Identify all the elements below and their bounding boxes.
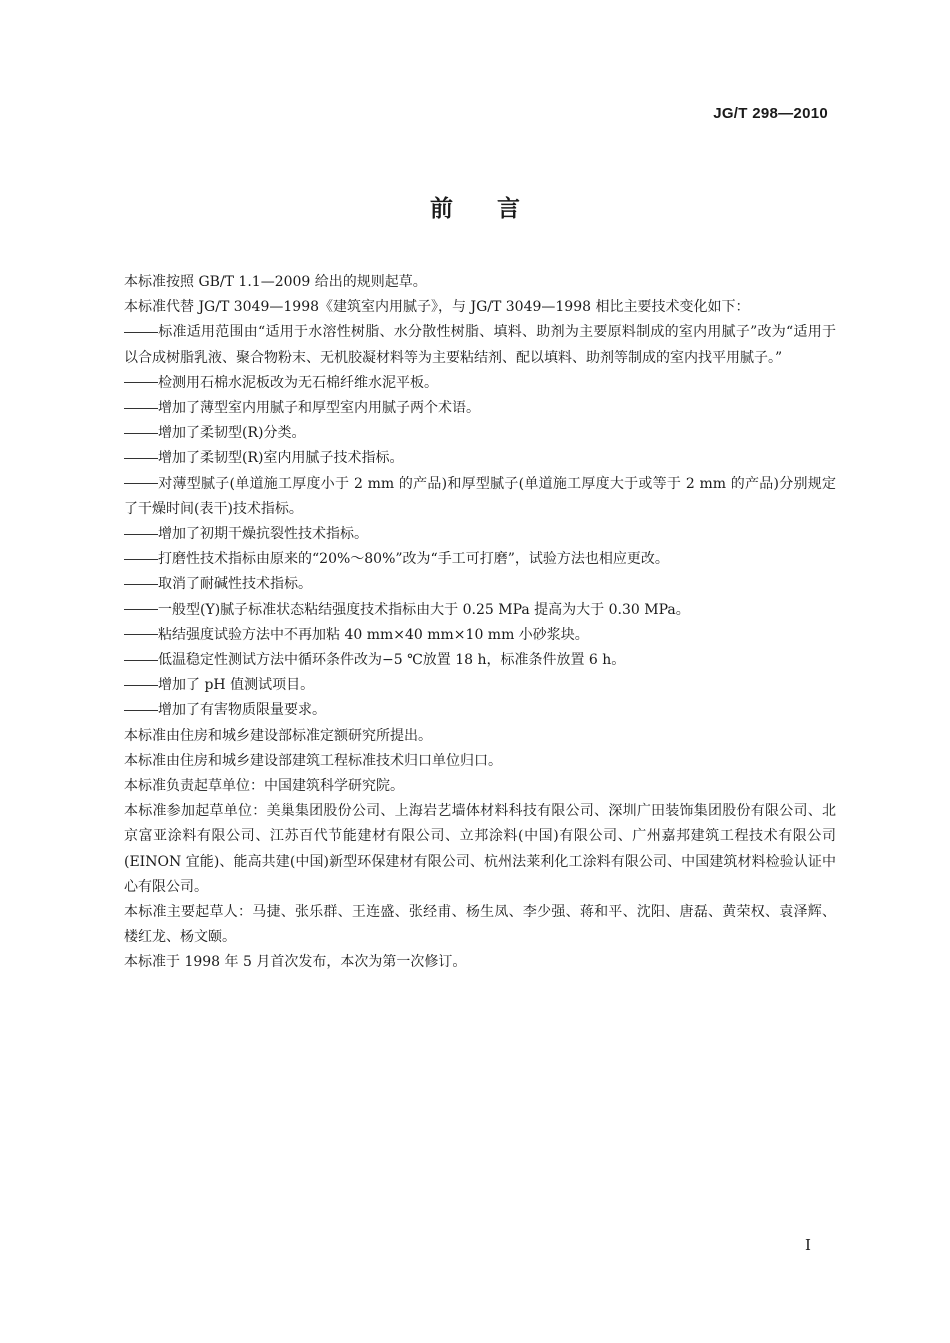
change-item-text: 增加了柔韧型(R)室内用腻子技术指标。 xyxy=(158,450,404,467)
change-item-text: 增加了柔韧型(R)分类。 xyxy=(158,425,306,442)
change-item-text: 取消了耐碱性技术指标。 xyxy=(158,576,312,593)
dash-icon xyxy=(124,433,158,434)
page-title: 前言 xyxy=(430,196,564,222)
change-item-text: 增加了 pH 值测试项目。 xyxy=(158,677,315,694)
dash-icon xyxy=(124,634,158,635)
change-item xyxy=(124,446,836,471)
closing-paragraph: 本标准负责起草单位：中国建筑科学研究院。 xyxy=(124,778,404,795)
change-item-text: 增加了有害物质限量要求。 xyxy=(158,702,326,719)
change-item xyxy=(124,472,836,522)
change-item-text: 检测用石棉水泥板改为无石棉纤维水泥平板。 xyxy=(158,374,438,391)
change-item xyxy=(124,421,836,446)
change-item xyxy=(124,673,836,698)
change-item-text: 增加了初期干燥抗裂性技术指标。 xyxy=(158,526,368,543)
closing-paragraph: 本标准由住房和城乡建设部建筑工程标准技术归口单位归口。 xyxy=(124,752,502,769)
change-item-text: 增加了薄型室内用腻子和厚型室内用腻子两个术语。 xyxy=(158,400,480,417)
change-item-text: 标准适用范围由“适用于水溶性树脂、水分散性树脂、填料、助剂为主要原料制成的室内用腻子”改为“适用于以合成树脂乳液、聚合物粉末、无机胶凝材料等为主要粘结剂、配以填料、助剂等制成的室内找平用腻子。” xyxy=(124,324,836,366)
dash-icon xyxy=(124,660,158,661)
change-item xyxy=(124,623,836,648)
change-item xyxy=(124,547,836,572)
change-item xyxy=(124,572,836,597)
document-code: JG/T 298—2010 xyxy=(713,105,828,122)
closing-paragraph: 本标准于 1998 年 5 月首次发布，本次为第一次修订。 xyxy=(124,954,467,971)
change-item xyxy=(124,320,836,370)
closing-paragraph: 本标准参加起草单位：美巢集团股份公司、上海岩艺墙体材料科技有限公司、深圳广田装饰集团股份有限公司、北京富亚涂料有限公司、江苏百代节能建材有限公司、立邦涂料(中国)有限公司、广州嘉邦建筑工程技术有限公司(EINON 宜能)、能高共建(中国)新型环保建材有限公司、杭州法莱利化工涂料有限公司、中国建筑材料检验认证中心有限公司。 xyxy=(124,803,836,895)
dash-icon xyxy=(124,382,158,383)
dash-icon xyxy=(124,685,158,686)
closing-paragraph: 本标准由住房和城乡建设部标准定额研究所提出。 xyxy=(124,727,432,744)
change-item-text: 一般型(Y)腻子标准状态粘结强度技术指标由大于 0.25 MPa 提高为大于 0.30 MPa。 xyxy=(158,601,690,618)
change-item xyxy=(124,648,836,673)
dash-icon xyxy=(124,584,158,585)
dash-icon xyxy=(124,458,158,459)
dash-icon xyxy=(124,534,158,535)
page-number: I xyxy=(805,1236,811,1254)
change-item-text: 对薄型腻子(单道施工厚度小于 2 mm 的产品)和厚型腻子(单道施工厚度大于或等于 2 mm 的产品)分别规定了干燥时间(表干)技术指标。 xyxy=(124,475,836,517)
intro-paragraph: 本标准按照 GB/T 1.1—2009 给出的规则起草。 xyxy=(124,274,427,290)
closing-paragraph: 本标准主要起草人：马捷、张乐群、王连盛、张经甫、杨生凤、李少强、蒋和平、沈阳、唐磊、黄荣权、袁泽辉、楼红龙、杨文颐。 xyxy=(124,904,836,946)
change-item xyxy=(124,396,836,421)
dash-icon xyxy=(124,559,158,560)
dash-icon xyxy=(124,483,158,484)
dash-icon xyxy=(124,408,158,409)
change-item xyxy=(124,698,836,723)
dash-icon xyxy=(124,609,158,610)
foreword-body xyxy=(124,270,836,976)
dash-icon xyxy=(124,710,158,711)
change-item xyxy=(124,598,836,623)
intro-paragraph: 本标准代替 JG/T 3049—1998《建筑室内用腻子》，与 JG/T 3049—1998 相比主要技术变化如下： xyxy=(124,299,750,316)
change-item-text: 打磨性技术指标由原来的“20%～80%”改为“手工可打磨”，试验方法也相应更改。 xyxy=(158,551,669,568)
change-item-text: 粘结强度试验方法中不再加粘 40 mm×40 mm×10 mm 小砂浆块。 xyxy=(158,626,589,643)
dash-icon xyxy=(124,332,158,333)
change-item xyxy=(124,371,836,396)
change-item xyxy=(124,522,836,547)
change-item-text: 低温稳定性测试方法中循环条件改为−5 ℃放置 18 h，标准条件放置 6 h。 xyxy=(158,652,626,669)
